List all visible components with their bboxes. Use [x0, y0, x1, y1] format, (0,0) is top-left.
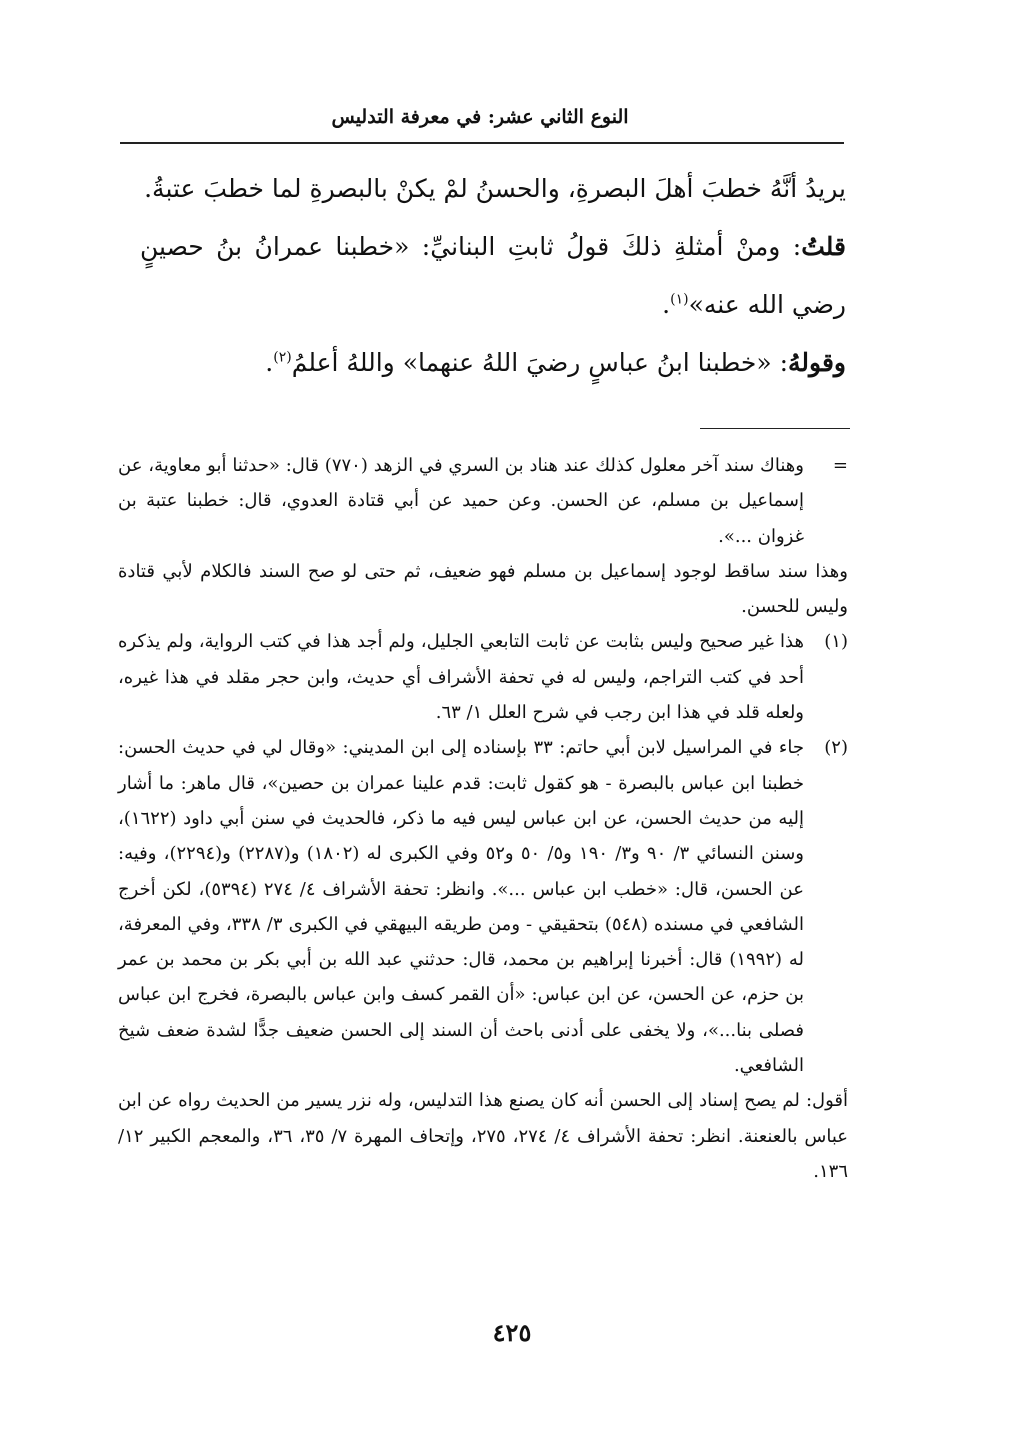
lead-word: وقولهُ [788, 348, 846, 377]
footnote-text: وهناك سند آخر معلول كذلك عند هناد بن السري في الزهد (٧٧٠) قال: «حدثنا أبو معاوية، عن إسماعيل بن مسلم، عن الحسن. وعن حميد عن أبي قتادة العدوي، قال: خطبنا عتبة بن غزوان ...». [118, 455, 804, 547]
paragraph-end: . [265, 348, 274, 377]
main-text [140, 160, 846, 392]
main-paragraph-2 [140, 218, 846, 334]
footnote-ref-1[interactable]: (١) [670, 291, 689, 308]
lead-word: قلتُ [801, 232, 846, 261]
footnote-divider [700, 428, 850, 429]
footnote-number: (٢) [824, 737, 848, 759]
footnote-text: أقول: لم يصح إسناد إلى الحسن أنه كان يصنع هذا التدليس، وله نزر يسير من الحديث رواه عن ابن عباس بالعنعنة. انظر: تحفة الأشراف ٤/ ٢٧٤، ٢٧٥، وإتحاف المهرة ٧/ ٣٥، ٣٦، والمعجم الكبير ١٢/ ١٣٦. [118, 1090, 849, 1182]
footnotes [118, 448, 848, 1189]
running-header: النوع الثاني عشر: في معرفة التدليس [331, 106, 629, 128]
paragraph-text: : «خطبنا ابنُ عباسٍ رضيَ اللهُ عنهما» واللهُ أعلمُ [291, 348, 789, 377]
footnote-text: جاء في المراسيل لابن أبي حاتم: ٣٣ بإسناده إلى ابن المديني: «وقال لي في حديث الحسن: خطبنا ابن عباس بالبصرة - هو كقول ثابت: قدم علينا عمران بن حصين»، قال ماهر: ما أشار إليه من حديث الحسن، عن ابن عباس ليس فيه ما ذكر، فالحديث في سنن أبي داود (١٦٢٢)، وسنن النسائي ٣/ ٩٠ و٣/ ١٩٠ و٥/ ٥٠ و٥٢ وفي الكبرى له (١٨٠٢) و(٢٢٨٧) و(٢٢٩٤)، وفيه: عن الحسن، قال: «خطب ابن عباس ...». وانظر: تحفة الأشراف ٤/ ٢٧٤ (٥٣٩٤)، لكن أخرج الشافعي في مسنده (٥٤٨) بتحقيقي - ومن طريقه البيهقي في الكبرى ٣/ ٣٣٨، وفي المعرفة، له (١٩٩٢) قال: أخبرنا إبراهيم بن محمد، قال: حدثني عبد الله بن أبي بكر بن محمد بن عمر بن حزم، عن الحسن، عن ابن عباس: «أن القمر كسف وابن عباس بالبصرة، فخرج ابن عباس فصلى بنا...»، ولا يخفى على أدنى باحث أن السند إلى الحسن ضعيف جدًّا لشدة ضعف شيخ الشافعي. [118, 737, 805, 1077]
header-divider [120, 142, 844, 144]
paragraph-end: . [662, 290, 671, 319]
footnote-text: وهذا سند ساقط لوجود إسماعيل بن مسلم فهو ضعيف، ثم حتى لو صح السند فالكلام لأبي قتادة وليس للحسن. [118, 560, 848, 618]
footnote-number: (١) [824, 631, 848, 653]
footnote-continuation [118, 448, 848, 554]
footnote-ref-2[interactable]: (٢) [273, 349, 292, 366]
footnote-2 [118, 730, 848, 1083]
footnote-text: هذا غير صحيح وليس بثابت عن ثابت التابعي الجليل، ولم أجد هذا في كتب الرواية، ولم يذكره أحد في كتب التراجم، وليس له في تحفة الأشراف أي حديث، وابن حجر مقلد في هذا غيره، ولعله قلد في هذا ابن رجب في شرح العلل ١/ ٦٣. [118, 631, 804, 724]
footnote-1 [118, 624, 848, 730]
main-paragraph-1: يريدُ أنَّهُ خطبَ أهلَ البصرةِ، والحسنُ لمْ يكنْ بالبصرةِ لما خطبَ عتبةُ. [144, 174, 846, 203]
page-number: ٤٢٥ [492, 1318, 532, 1347]
paragraph-text: : ومنْ أمثلةِ ذلكَ قولُ ثابتِ البنانيِّ: «خطبنا عمرانُ بنُ حصينٍ رضي الله عنه» [140, 232, 846, 319]
main-paragraph-3 [140, 334, 846, 392]
continuation-mark: = [832, 455, 848, 476]
